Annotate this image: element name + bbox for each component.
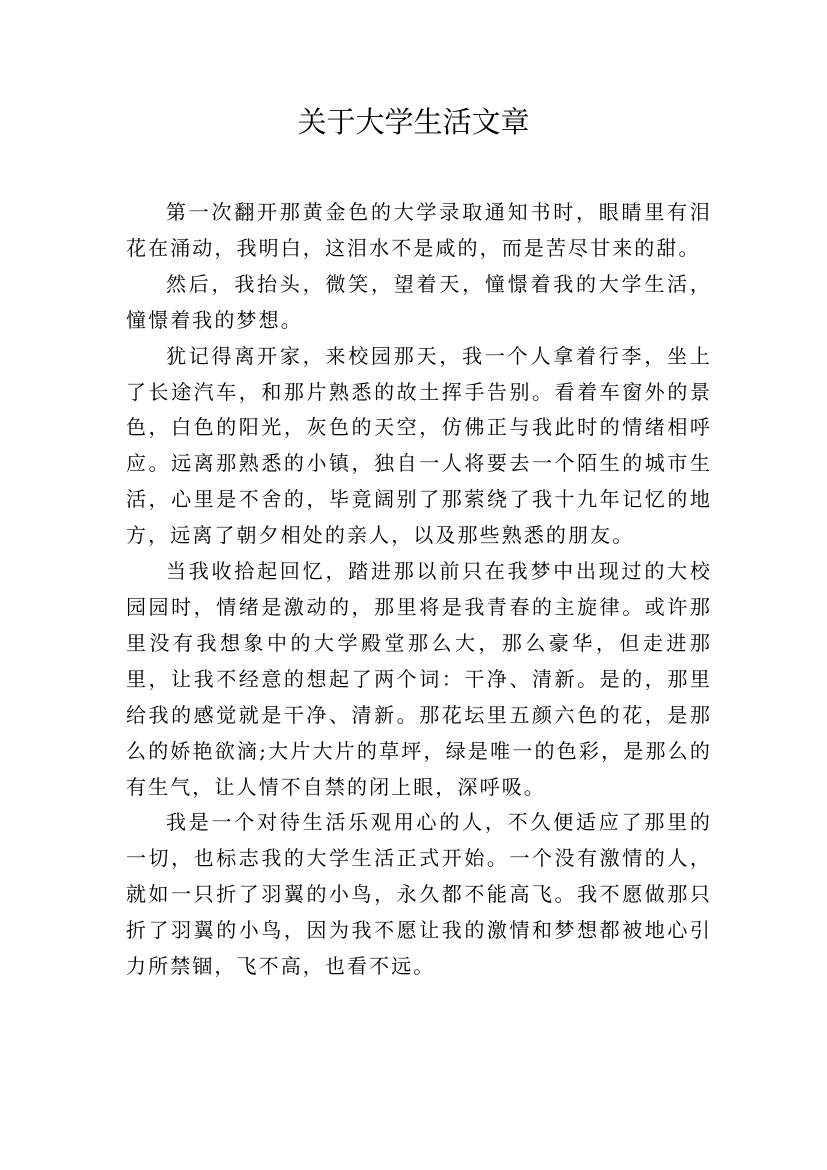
paragraph: 第一次翻开那黄金色的大学录取通知书时，眼睛里有泪花在涌动，我明白，这泪水不是咸的，而是苦尽甘来的甜。 xyxy=(126,200,712,260)
paragraph: 我是一个对待生活乐观用心的人，不久便适应了那里的一切，也标志我的大学生活正式开始。一个没有激情的人，就如一只折了羽翼的小鸟，永久都不能高飞。我不愿做那只折了羽翼的小鸟，因为我不愿让我的激情和梦想都被地心引力所禁锢，飞不高，也看不远。 xyxy=(126,810,712,979)
paragraph: 当我收拾起回忆，踏进那以前只在我梦中出现过的大校园园时，情绪是激动的，那里将是我青春的主旋律。或许那里没有我想象中的大学殿堂那么大，那么豪华，但走进那里，让我不经意的想起了两个词：干净、清新。是的，那里给我的感觉就是干净、清新。那花坛里五颜六色的花，是那么的娇艳欲滴;大片大片的草坪，绿是唯一的色彩，是那么的有生气，让人情不自禁的闭上眼，深呼吸。 xyxy=(126,559,712,799)
document-title: 关于大学生活文章 xyxy=(297,105,530,139)
document-body xyxy=(126,195,712,985)
paragraph: 然后，我抬头，微笑，望着天，憧憬着我的大学生活，憧憬着我的梦想。 xyxy=(126,271,712,332)
paragraph: 犹记得离开家，来校园那天，我一个人拿着行李，坐上了长途汽车，和那片熟悉的故土挥手告别。看着车窗外的景色，白色的阳光，灰色的天空，仿佛正与我此时的情绪相呼应。远离那熟悉的小镇，独自一人将要去一个陌生的城市生活，心里是不舍的，毕竟阔别了那萦绕了我十九年记忆的地方，远离了朝夕相处的亲人，以及那些熟悉的朋友。 xyxy=(126,343,712,548)
